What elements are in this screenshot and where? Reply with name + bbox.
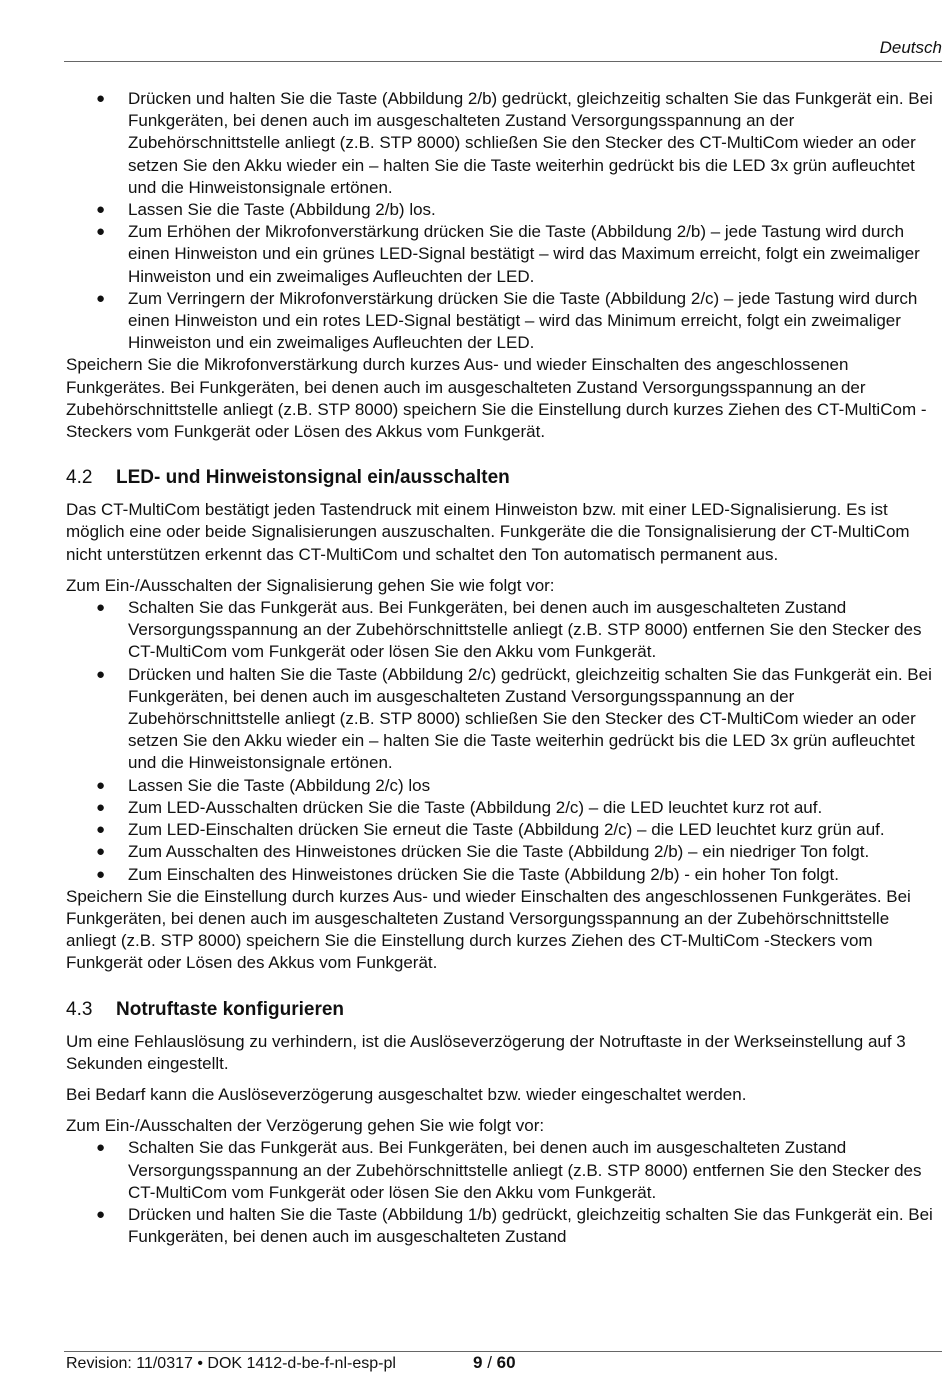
footer-divider: [64, 1351, 942, 1352]
list-item: ● Drücken und halten Sie die Taste (Abbildung 2/b) gedrückt, gleichzeitig schalten Sie das Funkgerät ein. Bei Funkgeräten, bei denen auch im ausgeschalteten Zustand Versorgungsspannung an der Zubehörschnittstelle anliegt (z.B. STP 8000) schließen Sie den Stecker des CT-MultiCom wieder an oder setzen Sie den Akku wieder ein – halten Sie die Taste weiterhin gedrückt bis die LED 3x grün aufleuchtet und die Hinweistonsignale ertönen.: [96, 89, 933, 197]
list-item: ● Schalten Sie das Funkgerät aus. Bei Funkgeräten, bei denen auch im ausgeschalteten Zustand Versorgungsspannung an der Zubehörschnittstelle anliegt (z.B. STP 8000) entfernen Sie den Stecker des CT-MultiCom vom Funkgerät oder lösen Sie den Akku vom Funkgerät.: [96, 598, 922, 662]
section-number: 4.3: [66, 998, 93, 1020]
bullet-icon: ●: [96, 821, 106, 839]
paragraph-lead-4-2: Zum Ein-/Ausschalten der Signalisierung gehen Sie wie folgt vor:: [66, 575, 555, 595]
bullet-icon: ●: [96, 599, 106, 617]
paragraph-intro-4-2: Das CT-MultiCom bestätigt jeden Tastendruck mit einem Hinweiston bzw. mit einer LED-Signalisierung. Es ist möglich eine oder beide Signalisierungen auszuschalten. Funkgeräte die die Tonsignalisierung der CT-MultiCom nicht unterstützen erkennt das CT-MultiCom und schaltet den Ton automatisch permanent aus.: [66, 500, 910, 564]
bullet-icon: ●: [96, 1205, 106, 1223]
list-item: ● Lassen Sie die Taste (Abbildung 2/b) los.: [66, 199, 942, 221]
page-number: [473, 1353, 516, 1373]
list-item: ● Lassen Sie die Taste (Abbildung 2/c) los: [66, 775, 942, 797]
paragraph-save-settings: Speichern Sie die Einstellung durch kurzes Aus- und wieder Einschalten des angeschlossenen Funkgerätes. Bei Funkgeräten, bei denen auch im ausgeschalteten Zustand Versorgungsspannung an der Zubehörschnittstelle anliegt (z.B. STP 8000) speichern Sie die Einstellung durch kurzes Ziehen des CT-MultiCom -Steckers vom Funkgerät oder Lösen des Akkus vom Funkgerät.: [66, 886, 911, 973]
section-heading-4-2: [66, 467, 942, 489]
bullet-icon: ●: [96, 776, 106, 794]
paragraph-lead-4-3: Zum Ein-/Ausschalten der Verzögerung gehen Sie wie folgt vor:: [66, 1116, 545, 1136]
paragraph-save-mic: Speichern Sie die Mikrofonverstärkung durch kurzes Aus- und wieder Einschalten des angeschlossenen Funkgerätes. Bei Funkgeräten, bei denen auch im ausgeschalteten Zustand Versorgungsspannung an der Zubehörschnittstelle anliegt (z.B. STP 8000) speichern Sie die Einstellung durch kurzes Ziehen des CT-MultiCom -Steckers vom Funkgerät oder Lösen des Akkus vom Funkgerät.: [66, 355, 927, 442]
header-language: Deutsch: [879, 38, 942, 57]
bullet-icon: ●: [96, 1139, 106, 1157]
paragraph-4-3-2: Bei Bedarf kann die Auslöseverzögerung ausgeschaltet bzw. wieder eingeschaltet werden.: [66, 1084, 747, 1104]
list-item: ● Drücken und halten Sie die Taste (Abbildung 1/b) gedrückt, gleichzeitig schalten Sie das Funkgerät ein. Bei Funkgeräten, bei denen auch im ausgeschalteten Zustand: [96, 1204, 933, 1247]
bullet-list-4-2: [66, 597, 942, 886]
section-number: 4.2: [66, 467, 93, 489]
bullet-icon: ●: [96, 843, 106, 861]
list-item: ● Zum Verringern der Mikrofonverstärkung drücken Sie die Taste (Abbildung 2/c) – jede Tastung wird durch einen Hinweiston und ein rotes LED-Signal bestätigt – wird das Minimum erreicht, folgt ein zweimaliger Hinweiston und ein zweimaliges Aufleuchten der LED.: [96, 288, 918, 353]
section-title: Notruftaste konfigurieren: [116, 998, 345, 1020]
list-item: ● Schalten Sie das Funkgerät aus. Bei Funkgeräten, bei denen auch im ausgeschalteten Zustand Versorgungsspannung an der Zubehörschnittstelle anliegt (z.B. STP 8000) entfernen Sie den Stecker des CT-MultiCom vom Funkgerät oder lösen Sie den Akku vom Funkgerät.: [96, 1138, 922, 1202]
bullet-icon: ●: [96, 201, 106, 219]
page-current: 9: [473, 1353, 483, 1372]
bullet-list-4-3: [66, 1137, 942, 1248]
list-item: ● Zum Erhöhen der Mikrofonverstärkung drücken Sie die Taste (Abbildung 2/b) – jede Tastung wird durch einen Hinweiston und ein grünes LED-Signal bestätigt – wird das Maximum erreicht, folgt ein zweimaliger Hinweiston und ein zweimaliges Aufleuchten der LED.: [96, 222, 920, 286]
list-item: ● Zum LED-Ausschalten drücken Sie die Taste (Abbildung 2/c) – die LED leuchtet kurz rot auf.: [66, 797, 942, 819]
bullet-list-4-1: [66, 88, 942, 354]
footer-revision: Revision: 11/0317 • DOK 1412-d-be-f-nl-esp-pl: [66, 1355, 396, 1372]
list-item: ● Zum Ausschalten des Hinweistones drücken Sie die Taste (Abbildung 2/b) – ein niedriger Ton folgt.: [66, 841, 942, 863]
bullet-icon: ●: [96, 223, 106, 241]
bullet-icon: ●: [96, 798, 106, 816]
header-divider: [64, 61, 942, 62]
list-item: ● Zum Einschalten des Hinweistones drücken Sie die Taste (Abbildung 2/b) - ein hoher Ton folgt.: [66, 864, 942, 886]
page-content: [66, 88, 942, 1248]
list-item: ● Zum LED-Einschalten drücken Sie erneut die Taste (Abbildung 2/c) – die LED leuchtet kurz grün auf.: [66, 819, 942, 841]
paragraph-4-3-1: Um eine Fehlauslösung zu verhindern, ist die Auslöseverzögerung der Notruftaste in der Werkseinstellung auf 3 Sekunden eingestellt.: [66, 1031, 906, 1073]
bullet-icon: ●: [96, 289, 106, 307]
list-item: ● Drücken und halten Sie die Taste (Abbildung 2/c) gedrückt, gleichzeitig schalten Sie das Funkgerät ein. Bei Funkgeräten, bei denen auch im ausgeschalteten Zustand Versorgungsspannung an der Zubehörschnittstelle anliegt (z.B. STP 8000) schließen Sie den Stecker des CT-MultiCom wieder an oder setzen Sie den Akku wieder ein – halten Sie die Taste weiterhin gedrückt bis die LED 3x grün aufleuchtet und die Hinweistonsignale ertönen.: [96, 664, 932, 773]
section-heading-4-3: [66, 999, 942, 1021]
bullet-icon: ●: [96, 90, 106, 107]
page-separator: /: [487, 1353, 492, 1372]
page-total: 60: [496, 1353, 516, 1372]
bullet-icon: ●: [96, 665, 106, 683]
section-title: LED- und Hinweistonsignal ein/ausschalten: [116, 467, 510, 489]
bullet-icon: ●: [96, 865, 106, 883]
